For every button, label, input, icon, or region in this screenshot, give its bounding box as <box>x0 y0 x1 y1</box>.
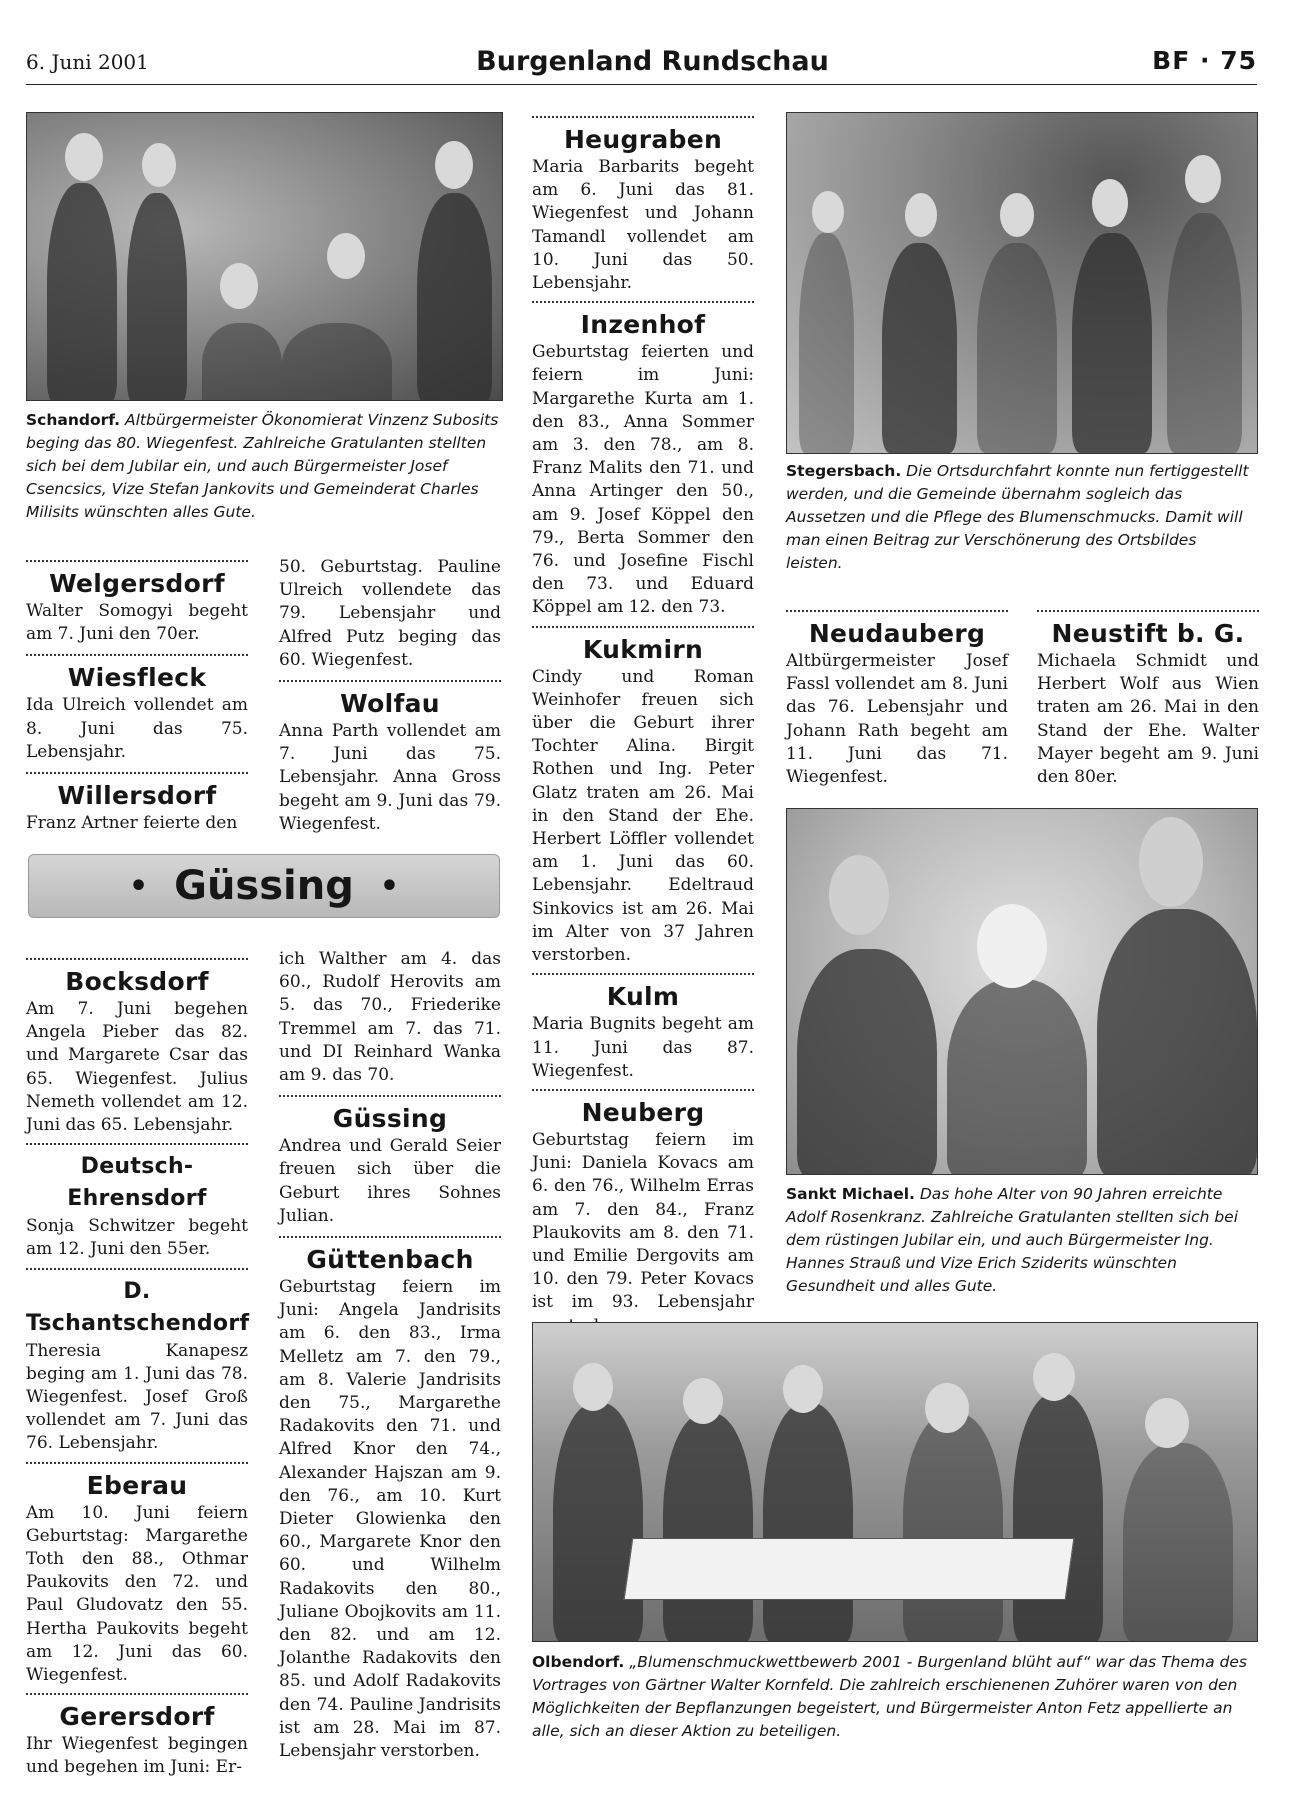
column-three <box>532 116 754 1340</box>
dotted-divider <box>26 654 248 656</box>
article-wiesfleck <box>26 654 248 764</box>
dotted-divider <box>532 116 754 118</box>
article-heading: Güttenbach <box>306 1245 474 1275</box>
article-willersdorf-continued <box>279 556 501 672</box>
caption-place: Stegersbach. <box>786 462 902 480</box>
article-heading: D. Tschantschendorf <box>26 1278 250 1336</box>
column-neustift <box>1037 610 1259 791</box>
district-banner <box>28 854 500 918</box>
caption-text: „Blumenschmuckwettbewerb 2001 - Burgenland blüht auf“ war das Thema des Vortrages von Gärtner Walter Kornfeld. Die zahlreich erschienenen Zuhörer waren von den Möglichkeiten der Bepflanzungen begeistert, und Bürgermeister Anton Fetz appellierte an alle, sich an dieser Aktion zu beteiligen. <box>532 1653 1247 1740</box>
article-text: Ihr Wiegenfest begingen und begehen im Juni: Er- <box>26 1734 248 1778</box>
banner-title: Güssing <box>174 863 354 909</box>
article-kulm <box>532 973 754 1083</box>
article-text: Geburtstag feiern im Juni: Daniela Kovacs am 6. den 76., Wilhelm Erras am 7. den 84., Franz Plaukovits am 8. den 71. und Emilie Dergovits am 10. den 79. Peter Kovacs ist im 93. Lebensjahr <box>532 1129 754 1313</box>
dotted-divider <box>532 1089 754 1091</box>
banner-bullet: • <box>128 868 149 904</box>
article-gerersdorf-continued <box>279 948 501 1087</box>
article-heading: Wiesfleck <box>67 663 207 693</box>
article-neudauberg <box>786 610 1008 789</box>
caption-sankt-michael <box>786 1183 1256 1298</box>
banner-bullet: • <box>379 868 400 904</box>
dotted-divider <box>279 1095 501 1097</box>
article-willersdorf <box>26 772 248 835</box>
dotted-divider <box>26 560 248 562</box>
article-neustift <box>1037 610 1259 789</box>
caption-place: Olbendorf. <box>532 1653 625 1671</box>
article-heading: Heugraben <box>563 125 723 154</box>
dotted-divider <box>532 301 754 303</box>
column-top-mid <box>279 556 501 838</box>
article-text: Am 7. Juni begehen Angela Pieber das 82. und Margarete Csar das 65. Wiegenfest. Julius Nemeth vollendet am 12. Juni das 65. Lebensjahr. <box>26 999 248 1136</box>
dotted-divider <box>786 610 1008 612</box>
article-text: Walter Somogyi begeht am 7. Juni den 70er. <box>26 601 248 645</box>
article-inzenhof <box>532 301 754 619</box>
photo-sankt-michael <box>786 808 1258 1175</box>
caption-text: Altbürgermeister Ökonomierat Vinzenz Subosits beging das 80. Wiegenfest. Zahlreiche Gratulanten stellten sich bei dem Jubilar ein, und auch Bürgermeister Josef Csencsics, Vize Stefan Jankovits und Gemeinderat Charles Milisits wünschten alles Gute. <box>26 411 499 521</box>
article-eberau <box>26 1462 248 1688</box>
article-heading: Welgersdorf <box>49 569 225 598</box>
article-guessing <box>279 1095 501 1228</box>
dotted-divider <box>26 1462 248 1464</box>
article-text: Geburtstag feiern im Juni: Angela Jandrisits am 6. den 83., Irma Melletz am 7. den 79., am 8. Valerie Jandrisits den 75., Margarethe Radakovits den 71. und Alfred Knor den 74., Alexander Hajszan am 9. den 76., am 10. Kurt Dieter Glowienka den 60., Margarete Knor den 60. und Wilhelm Radakovits den 80., Juliane Obojkovits am 11. den 82. und am 12. Jolanthe Radakovits den 85. und Adolf Radakovits den 74. Pauline Jandrisits ist am 28. Mai im 87. Lebensjahr verstorben. <box>279 1277 501 1762</box>
article-heading: Neustift b. G. <box>1051 619 1245 648</box>
dotted-divider <box>26 1693 248 1695</box>
column-neudauberg <box>786 610 1008 791</box>
article-text: ich Walther am 4. das 60., Rudolf Herovits am 5. das 70., Friederike Tremmel am 7. das 71. und DI Reinhard Wanka am 9. das 70. <box>279 949 501 1086</box>
dotted-divider <box>279 1236 501 1238</box>
column-bottom-left <box>26 958 248 1782</box>
dotted-divider <box>26 958 248 960</box>
newspaper-title: Burgenland Rundschau <box>476 46 829 77</box>
article-text: Franz Artner feierte den <box>26 813 238 834</box>
article-wolfau <box>279 680 501 836</box>
article-text: Ida Ulreich vollendet am 8. Juni das 75. Lebensjahr. <box>26 695 248 762</box>
article-heugraben <box>532 116 754 295</box>
article-text: Maria Barbarits begeht am 6. Juni das 81. Wiegenfest und Johann Tamandl vollendet am 10. Juni das 50. Lebensjahr. <box>532 157 754 294</box>
article-text: Maria Bugnits begeht am 11. Juni das 87. Wiegenfest. <box>532 1014 754 1081</box>
caption-stegersbach <box>786 460 1256 575</box>
article-d-tschantschendorf <box>26 1268 248 1456</box>
issue-date: 6. Juni 2001 <box>26 50 149 74</box>
photo-stegersbach <box>786 112 1258 454</box>
dotted-divider <box>26 1143 248 1145</box>
article-text: Theresia Kanapesz beging am 1. Juni das 78. Wiegenfest. Josef Groß vollendet am 7. Juni das 76. Lebensjahr. <box>26 1340 248 1454</box>
article-text: Michaela Schmidt und Herbert Wolf aus Wien traten am 26. Mai in den Stand der Ehe. Walter Mayer begeht am 9. Juni den 80er. <box>1037 651 1259 788</box>
dotted-divider <box>279 680 501 682</box>
article-heading: Eberau <box>86 1470 188 1500</box>
dotted-divider <box>26 772 248 774</box>
caption-olbendorf <box>532 1651 1256 1743</box>
article-heading: Kulm <box>606 982 680 1012</box>
article-neuberg <box>532 1089 754 1338</box>
article-heading: Deutsch-Ehrensdorf <box>67 1154 207 1212</box>
dotted-divider <box>532 973 754 975</box>
article-heading: Inzenhof <box>580 310 706 340</box>
article-text: 50. Geburtstag. Pauline Ulreich vollendete das 79. Lebensjahr und Alfred Putz beging das 60. Wiegenfest. <box>279 557 501 670</box>
dotted-divider <box>26 1268 248 1270</box>
article-heading: Neuberg <box>581 1097 705 1127</box>
article-text: Altbürgermeister Josef Fassl vollendet am 8. Juni das 76. Lebensjahr und Johann Rath begeht am 11. Juni das 71. Wiegenfest. <box>786 651 1008 788</box>
dotted-divider <box>1037 610 1259 612</box>
article-heading: Willersdorf <box>57 781 217 811</box>
column-bottom-mid <box>279 948 501 1765</box>
article-text: Cindy und Roman Weinhofer freuen sich über die Geburt ihrer Tochter Alina. Birgit Rothen und Ing. Peter Glatz traten am 26. Mai in den Stand der Ehe. Herbert Löffler vollendet am 1. Juni das 60. Lebensjahr. Edeltraud Sinkovics ist am 26. Mai im Alter von 37 Jahren verstorben. <box>532 666 754 966</box>
article-text: Andrea und Gerald Seier freuen sich über die Geburt ihres Sohnes Julian. <box>279 1136 501 1226</box>
article-kukmirn <box>532 626 754 968</box>
article-deutsch-ehrensdorf <box>26 1143 248 1261</box>
caption-text: Die Ortsdurchfahrt konnte nun fertiggestellt werden, und die Gemeinde übernahm sogleich das Aussetzen und die Pflege des Blumenschmucks. Damit will man einen Beitrag zur Verschönerung des Ortsbildes leisten. <box>786 462 1249 572</box>
caption-text: Das hohe Alter von 90 Jahren erreichte Adolf Rosenkranz. Zahlreiche Gratulanten stellten sich bei dem rüstingen Jubilar ein, und auch Bürgermeister Ing. Hannes Strauß und Vize Erich Sziderits wünschten Gesundheit und alles Gute. <box>786 1185 1239 1295</box>
article-heading: Kukmirn <box>582 634 704 664</box>
photo-olbendorf <box>532 1322 1258 1642</box>
article-heading: Neudauberg <box>808 619 986 648</box>
photo-schandorf <box>26 112 503 401</box>
masthead-rule <box>26 84 1257 85</box>
caption-schandorf <box>26 409 501 524</box>
article-text: Am 10. Juni feiern Geburtstag: Margarethe Toth den 88., Othmar Paukovits den 72. und Paul Gludovatz den 55. Hertha Paukovits begeht am 12. Juni das 60. Wiegenfest. <box>26 1502 248 1686</box>
article-heading: Bocksdorf <box>65 967 209 996</box>
article-text: Sonja Schwitzer begeht am 12. Juni den 55er. <box>26 1216 248 1260</box>
article-bocksdorf <box>26 958 248 1137</box>
article-text: Geburtstag feierten und feiern im Juni: Margarethe Kurta am 1. den 83., Anna Sommer am 3. den 78., am 8. Franz Malits den 71. und Anna Artinger den 50., am 9. Josef Köppel den 79., Berta Sommer den 76. und Josefine Fischl den 73. und Eduard Köppel am 12. den 73. <box>532 342 754 618</box>
article-welgersdorf <box>26 560 248 646</box>
column-top-left <box>26 560 248 837</box>
dotted-divider <box>532 626 754 628</box>
article-heading: Güssing <box>332 1104 448 1134</box>
article-text: Anna Parth vollendet am 7. Juni das 75. Lebensjahr. Anna Gross begeht am 9. Juni das 79. Wiegenfest. <box>279 721 501 834</box>
article-heading: Gerersdorf <box>59 1702 215 1732</box>
article-heading: Wolfau <box>340 689 440 719</box>
caption-place: Sankt Michael. <box>786 1185 915 1203</box>
article-guettenbach <box>279 1236 501 1763</box>
article-gerersdorf <box>26 1693 248 1779</box>
caption-place: Schandorf. <box>26 411 121 429</box>
page-number: BF · 75 <box>1152 46 1257 75</box>
